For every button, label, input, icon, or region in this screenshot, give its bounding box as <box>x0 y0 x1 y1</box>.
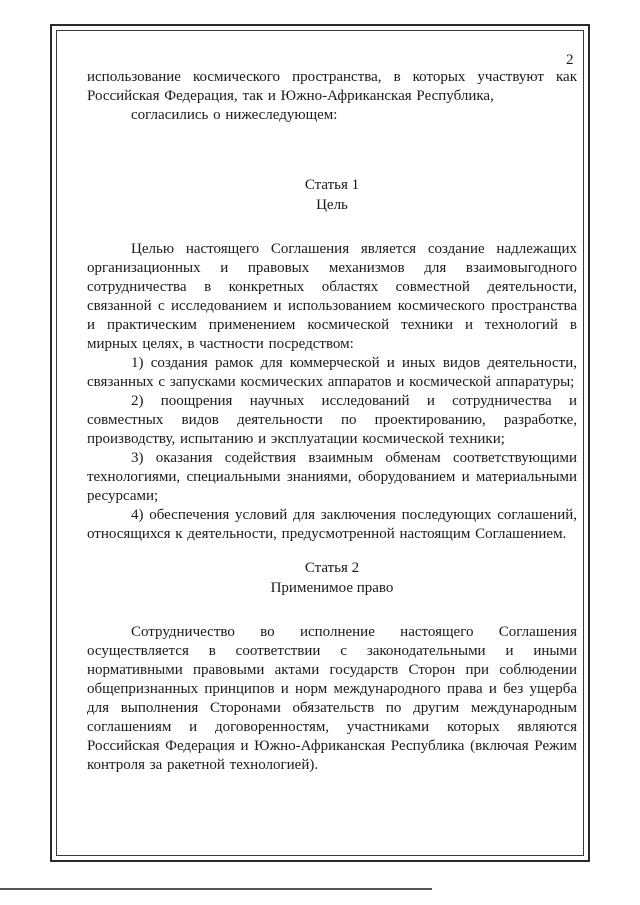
spacer <box>87 215 577 240</box>
article-2-title: Применимое право <box>270 580 394 596</box>
document-body <box>87 68 577 775</box>
spacer <box>87 598 577 623</box>
article-2-paragraph: Сотрудничество во исполнение настоящего Соглашения осуществляется в соответствии с законодательными и иными нормативными правовыми актами государств Сторон при соблюдении общепризнанных принципов и норм международного права и без ущерба для выполнения Сторонами обязательств по другим международным соглашениям и договоренностям, участниками которых являются Российская Федерация и Южно-Африканская Республика (включая Режим контроля за ракетной технологией). <box>87 624 577 773</box>
spacer <box>87 125 577 150</box>
article-1-number: Статья 1 <box>304 177 360 193</box>
page-number: 2 <box>566 52 574 68</box>
article-1-title: Цель <box>316 197 348 213</box>
intro-agreement-line: согласились о нижеследующем: <box>131 107 338 123</box>
article-1-item-3: 3) оказания содействия взаимным обменам соответствующими технологиями, специальными знаниями, оборудованием и материальными ресурсами; <box>87 450 577 504</box>
article-1-item-2: 2) поощрения научных исследований и сотрудничества и совместных видов деятельности по проектированию, разработке, производству, испытанию и эксплуатации космической техники; <box>87 393 577 447</box>
bottom-rule <box>0 888 432 890</box>
spacer <box>87 544 577 558</box>
article-1-item-4: 4) обеспечения условий для заключения последующих соглашений, относящихся к деятельности, предусмотренной настоящим Соглашением. <box>87 507 577 542</box>
article-2-number: Статья 2 <box>304 560 360 576</box>
article-1-paragraph: Целью настоящего Соглашения является создание надлежащих организационных и правовых механизмов для взаимовыгодного сотрудничества в конкретных областях совместной деятельности, связанной с исследованием и использованием космического пространства и практическим применением космической техники и технологий в мирных целях, в частности посредством: <box>87 241 577 352</box>
article-1-item-1: 1) создания рамок для коммерческой и иных видов деятельности, связанных с запусками космических аппаратов и космической аппаратуры; <box>87 355 577 390</box>
spacer <box>87 150 577 175</box>
intro-paragraph: использование космического пространства, в которых участвуют как Российская Федерация, так и Южно-Африканская Республика, <box>87 69 577 104</box>
